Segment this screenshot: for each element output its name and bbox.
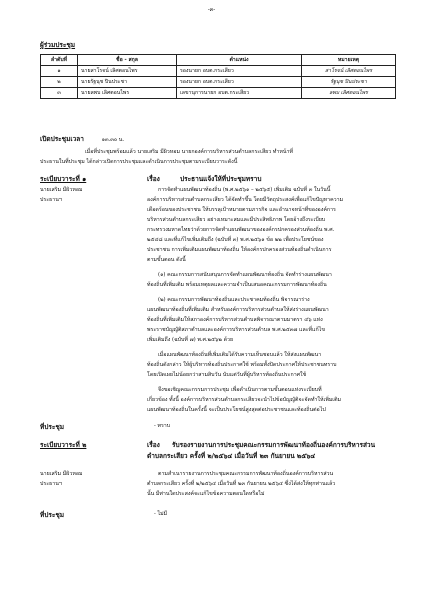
agenda1-line: การจัดทำแผนพัฒนาท้องถิ่น (พ.ศ.๒๕๖๑ – ๒๕๖๕) เพิ่มเติม ฉบับที่ ๓ ในวันนี้ bbox=[158, 187, 331, 193]
agenda2-topic-line: รับรองรายงานการประชุมคณะกรรมการพัฒนาท้องถิ่นองค์การบริหารส่วน bbox=[172, 441, 376, 449]
attendees-table bbox=[40, 54, 396, 99]
table-row bbox=[41, 88, 396, 99]
resolution2-value: - ไม่มี bbox=[154, 511, 168, 517]
agenda2-line: นั้น มีท่านใดประสงค์จะแก้ไขข้อความตอนใดหรือไม่ bbox=[147, 491, 265, 497]
agenda2-topic-prefix: เรื่อง bbox=[147, 441, 160, 449]
agenda2-speaker-name: นายเสริม มีผิวหอม bbox=[40, 471, 83, 477]
opening-label bbox=[40, 135, 124, 146]
cell-name: นายลพบ เลิศตอนไพร bbox=[78, 88, 177, 99]
resolution1-value: - ทราบ bbox=[154, 423, 171, 429]
cell-position: รองนายก อบต.กระเสียว bbox=[177, 77, 302, 88]
agenda2-speaker-role: ประธานฯ bbox=[40, 481, 62, 487]
agenda1-speaker-name: นายเสริม มีผิวหอม bbox=[40, 187, 83, 193]
agenda1-label: ระเบียบวาระที่ ๑ bbox=[40, 175, 87, 183]
agenda1-line: แผนพัฒนาท้องถิ่นในครั้งนี้ จะเป็นประโยชน์สูงสุดต่อประชาชนและท้องถิ่นต่อไป bbox=[147, 407, 326, 413]
opening-label-text: เปิดประชุมเวลา bbox=[40, 135, 84, 143]
agenda1-line: ท้องถิ่นดังกล่าว ให้ผู้บริหารท้องถิ่นประกาศใช้ พร้อมทั้งปิดประกาศให้ประชาชนทราบ bbox=[147, 362, 337, 368]
agenda1-line: ท้องถิ่นที่เพิ่มเติมให้สภาองค์การบริหารส่วนตำบลพิจารณาตามมาตรา ๔๖ แห่ง bbox=[147, 317, 323, 323]
opening-time: ๑๓.๓๐ น. bbox=[101, 137, 125, 143]
header-remark: หมายเหตุ bbox=[302, 55, 396, 66]
header-no: ลำดับที่ bbox=[41, 55, 78, 66]
agenda1-line: เพิ่มเติมถึง (ฉบับที่ ๗) พ.ศ.๒๕๖๒ ด้วย bbox=[147, 337, 234, 343]
header-name: ชื่อ - สกุล bbox=[78, 55, 177, 66]
table-row bbox=[41, 66, 396, 77]
agenda1-line: กระทรวงมหาดไทยว่าด้วยการจัดทำแผนพัฒนาขององค์กรปกครองส่วนท้องถิ่น พ.ศ. bbox=[147, 227, 335, 233]
agenda2-line: ตามสำเนารายงานการประชุมคณะกรรมการพัฒนาท้องถิ่นองค์การบริหารส่วน bbox=[158, 471, 334, 477]
table-row bbox=[41, 77, 396, 88]
cell-name: นายสาโรจน์ เลิศตอนไพร bbox=[78, 66, 177, 77]
cell-no: ๑ bbox=[41, 66, 78, 77]
agenda1-line: เดือดร้อนของประชาชน ให้บรรลุเป้าหมายตามภารกิจ และอำนาจหน้าที่ขององค์การ bbox=[147, 207, 336, 213]
cell-position: เลขานุการนายก อบต.กระเสียว bbox=[177, 88, 302, 99]
agenda1-line: ท้องถิ่นที่เพิ่มเติม พร้อมเหตุผลและความจำเป็นเสนอคณะกรรมการพัฒนาท้องถิ่น bbox=[147, 282, 327, 288]
header-position: ตำแหน่ง bbox=[177, 55, 302, 66]
agenda2-line: ตำบลกระเสียว ครั้งที่ ๒/๒๕๖๔ เมื่อวันที่ ๒๓ กันยายน ๒๕๖๔ ซึ่งได้ส่งให้ทุกท่านแล้ว bbox=[147, 481, 336, 487]
agenda1-speaker-role: ประธานฯ bbox=[40, 197, 62, 203]
agenda1-line: เมื่อแผนพัฒนาท้องถิ่นที่เพิ่มเติมได้รับความเห็นชอบแล้ว ให้ส่งแผนพัฒนา bbox=[158, 352, 322, 358]
agenda1-line: ประชาชน การเพิ่มเติมแผนพัฒนาท้องถิ่น ให้องค์กรปกครองส่วนท้องถิ่นดำเนินการ bbox=[147, 247, 332, 253]
agenda1-line: พระราชบัญญัติสภาตำบลและองค์การบริหารส่วนตำบล พ.ศ.๒๕๓๗ และที่แก้ไข bbox=[147, 327, 325, 333]
cell-name: นายรัฐนุช ปินประชา bbox=[78, 77, 177, 88]
cell-remark: รัฐนุช ปินประชา bbox=[302, 77, 396, 88]
opening-line-2: ประธานในที่ประชุม ได้กล่าวเปิดการประชุมและดำเนินการประชุมตามระเบียบวาระดังนี้ bbox=[40, 159, 238, 165]
page-number: -๓- bbox=[207, 7, 216, 13]
agenda1-line: องค์การบริหารส่วนตำบลกระเสียว ได้จัดทำขึ้น โดยมีวัตถุประสงค์เพื่อแก้ไขปัญหาความ bbox=[147, 197, 344, 203]
agenda1-topic: ประธานแจ้งให้ที่ประชุมทราบ bbox=[180, 175, 262, 183]
agenda2-label: ระเบียบวาระที่ ๒ bbox=[40, 441, 87, 449]
cell-position: รองนายก อบต.กระเสียว bbox=[177, 66, 302, 77]
agenda1-line: ๒๕๔๘ และที่แก้ไขเพิ่มเติมถึง (ฉบับที่ ๓) พ.ศ.๒๕๖๑ ข้อ ๒๒ เพื่อประโยชน์ของ bbox=[147, 237, 324, 243]
resolution2-label: ที่ประชุม bbox=[40, 511, 65, 519]
agenda1-line: ตามขั้นตอน ดังนี้ bbox=[147, 257, 186, 263]
agenda1-line: แผนพัฒนาท้องถิ่นที่เพิ่มเติม สำหรับองค์การบริหารส่วนตำบลให้ส่งร่างแผนพัฒนา bbox=[147, 307, 329, 313]
cell-no: ๒ bbox=[41, 77, 78, 88]
agenda1-line: บริหารส่วนตำบลกระเสียว อย่างเหมาะสมและมีประสิทธิภาพ โดยอ้างถึงระเบียบ bbox=[147, 217, 326, 223]
cell-no: ๓ bbox=[41, 88, 78, 99]
attendees-heading: ผู้ร่วมประชุม bbox=[40, 41, 76, 49]
agenda1-line: จึงขอเชิญคณะกรรมการประชุม เพื่อดำเนินการตามขั้นตอนแห่งระเบียบที่ bbox=[158, 387, 322, 393]
agenda1-line: (๒) คณะกรรมการพัฒนาท้องถิ่นและประชาคมท้องถิ่น พิจารณาร่าง bbox=[158, 297, 310, 303]
agenda1-line: โดยเปิดเผยไม่น้อยกว่าสามสิบวัน นับแต่วันที่ผู้บริหารท้องถิ่นประกาศใช้ bbox=[147, 372, 307, 378]
resolution1-label: ที่ประชุม bbox=[40, 423, 65, 431]
agenda1-line: (๑) คณะกรรมการสนับสนุนการจัดทำแผนพัฒนาท้องถิ่น จัดทำร่างแผนพัฒนา bbox=[158, 272, 332, 278]
cell-remark: สาโรจน์ เลิศตอนไพร bbox=[302, 66, 396, 77]
agenda1-line: เกี่ยวข้อง ทั้งนี้ องค์การบริหารส่วนตำบลกระเสียวจะนำไปข้อบัญญัติจะจัดทำให้เพิ่มเติม bbox=[147, 397, 342, 403]
agenda1-topic-prefix: เรื่อง bbox=[147, 175, 160, 183]
cell-remark: ลพบ เลิศตอนไพร bbox=[302, 88, 396, 99]
agenda2-topic-line: ตำบลกระเสียว ครั้งที่ ๒/๒๕๖๔ เมื่อวันที่ ๒๓ กันยายน ๒๕๖๔ bbox=[147, 452, 316, 460]
opening-line-1: เมื่อที่ประชุมพร้อมแล้ว นายเสริม มีผิวหอม นายกองค์การบริหารส่วนตำบลกระเสียว ทำหน้าที่ bbox=[85, 149, 293, 155]
